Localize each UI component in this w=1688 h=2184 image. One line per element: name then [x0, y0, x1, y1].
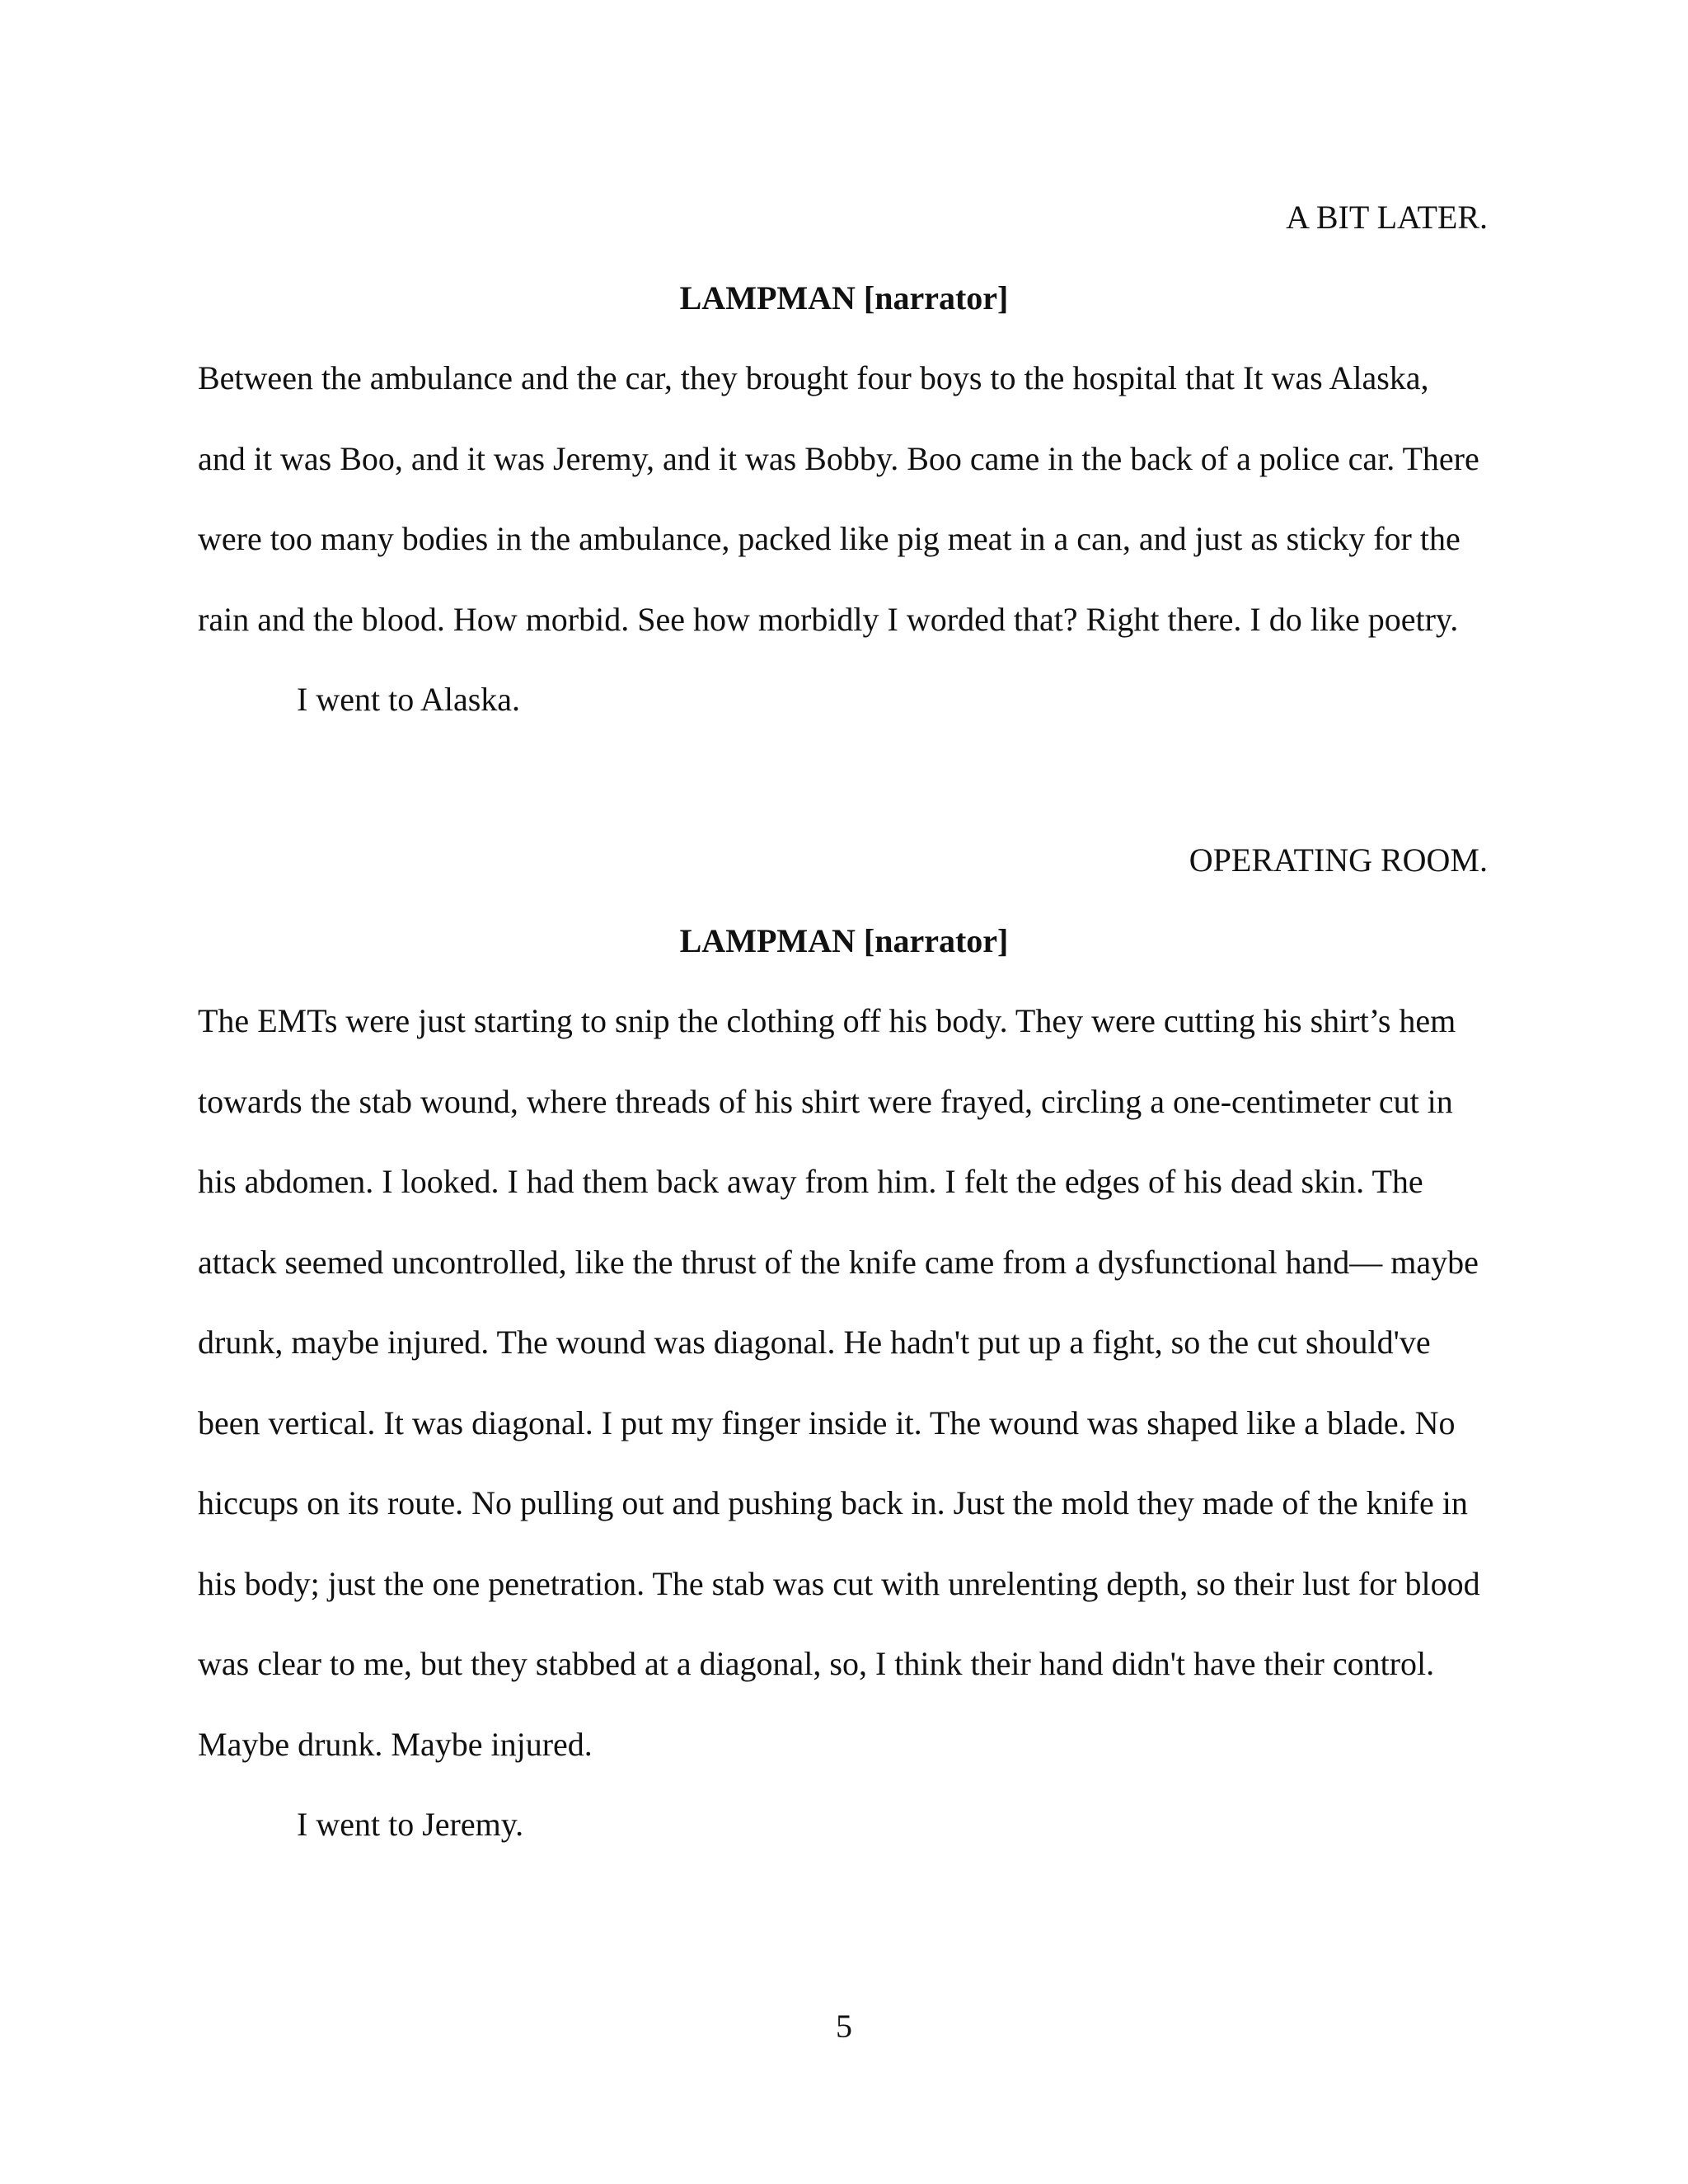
indented-line-jeremy: I went to Jeremy.	[297, 1806, 524, 1843]
paragraph-2-line-5: drunk, maybe injured. The wound was diagonal. He hadn't put up a fight, so the cut should've	[198, 1324, 1431, 1361]
scene-heading-operating-room: OPERATING ROOM.	[1189, 841, 1488, 879]
paragraph-2-line-9: was clear to me, but they stabbed at a diagonal, so, I think their hand didn't have their control.	[198, 1645, 1435, 1682]
speaker-heading-2: LAMPMAN [narrator]	[679, 922, 1009, 959]
paragraph-2-line-2: towards the stab wound, where threads of his shirt were frayed, circling a one-centimeter cut in	[198, 1083, 1453, 1120]
paragraph-1-line-3: were too many bodies in the ambulance, packed like pig meat in a can, and just as sticky for the	[198, 520, 1461, 557]
paragraph-1-line-1: Between the ambulance and the car, they brought four boys to the hospital that It was Alaska,	[198, 359, 1429, 396]
paragraph-1-line-4: rain and the blood. How morbid. See how morbidly I worded that? Right there. I do like poetry.	[198, 601, 1459, 638]
scene-heading-a-bit-later: A BIT LATER.	[1286, 199, 1488, 236]
paragraph-2-line-8: his body; just the one penetration. The stab was cut with unrelenting depth, so their lust for blood	[198, 1565, 1480, 1602]
paragraph-2-line-7: hiccups on its route. No pulling out and pushing back in. Just the mold they made of the knife in	[198, 1484, 1468, 1521]
paragraph-2-line-10: Maybe drunk. Maybe injured.	[198, 1726, 593, 1763]
paragraph-2-line-4: attack seemed uncontrolled, like the thrust of the knife came from a dysfunctional hand— maybe	[198, 1244, 1479, 1281]
page-number: 5	[836, 2008, 852, 2045]
paragraph-2-line-3: his abdomen. I looked. I had them back away from him. I felt the edges of his dead skin. The	[198, 1163, 1423, 1200]
indented-line-alaska: I went to Alaska.	[297, 681, 521, 718]
paragraph-1-line-2: and it was Boo, and it was Jeremy, and it was Bobby. Boo came in the back of a police car. There	[198, 440, 1479, 477]
paragraph-2-line-1: The EMTs were just starting to snip the clothing off his body. They were cutting his shirt’s hem	[198, 1002, 1456, 1039]
paragraph-2-line-6: been vertical. It was diagonal. I put my finger inside it. The wound was shaped like a blade. No	[198, 1404, 1456, 1441]
speaker-heading-1: LAMPMAN [narrator]	[679, 279, 1009, 316]
